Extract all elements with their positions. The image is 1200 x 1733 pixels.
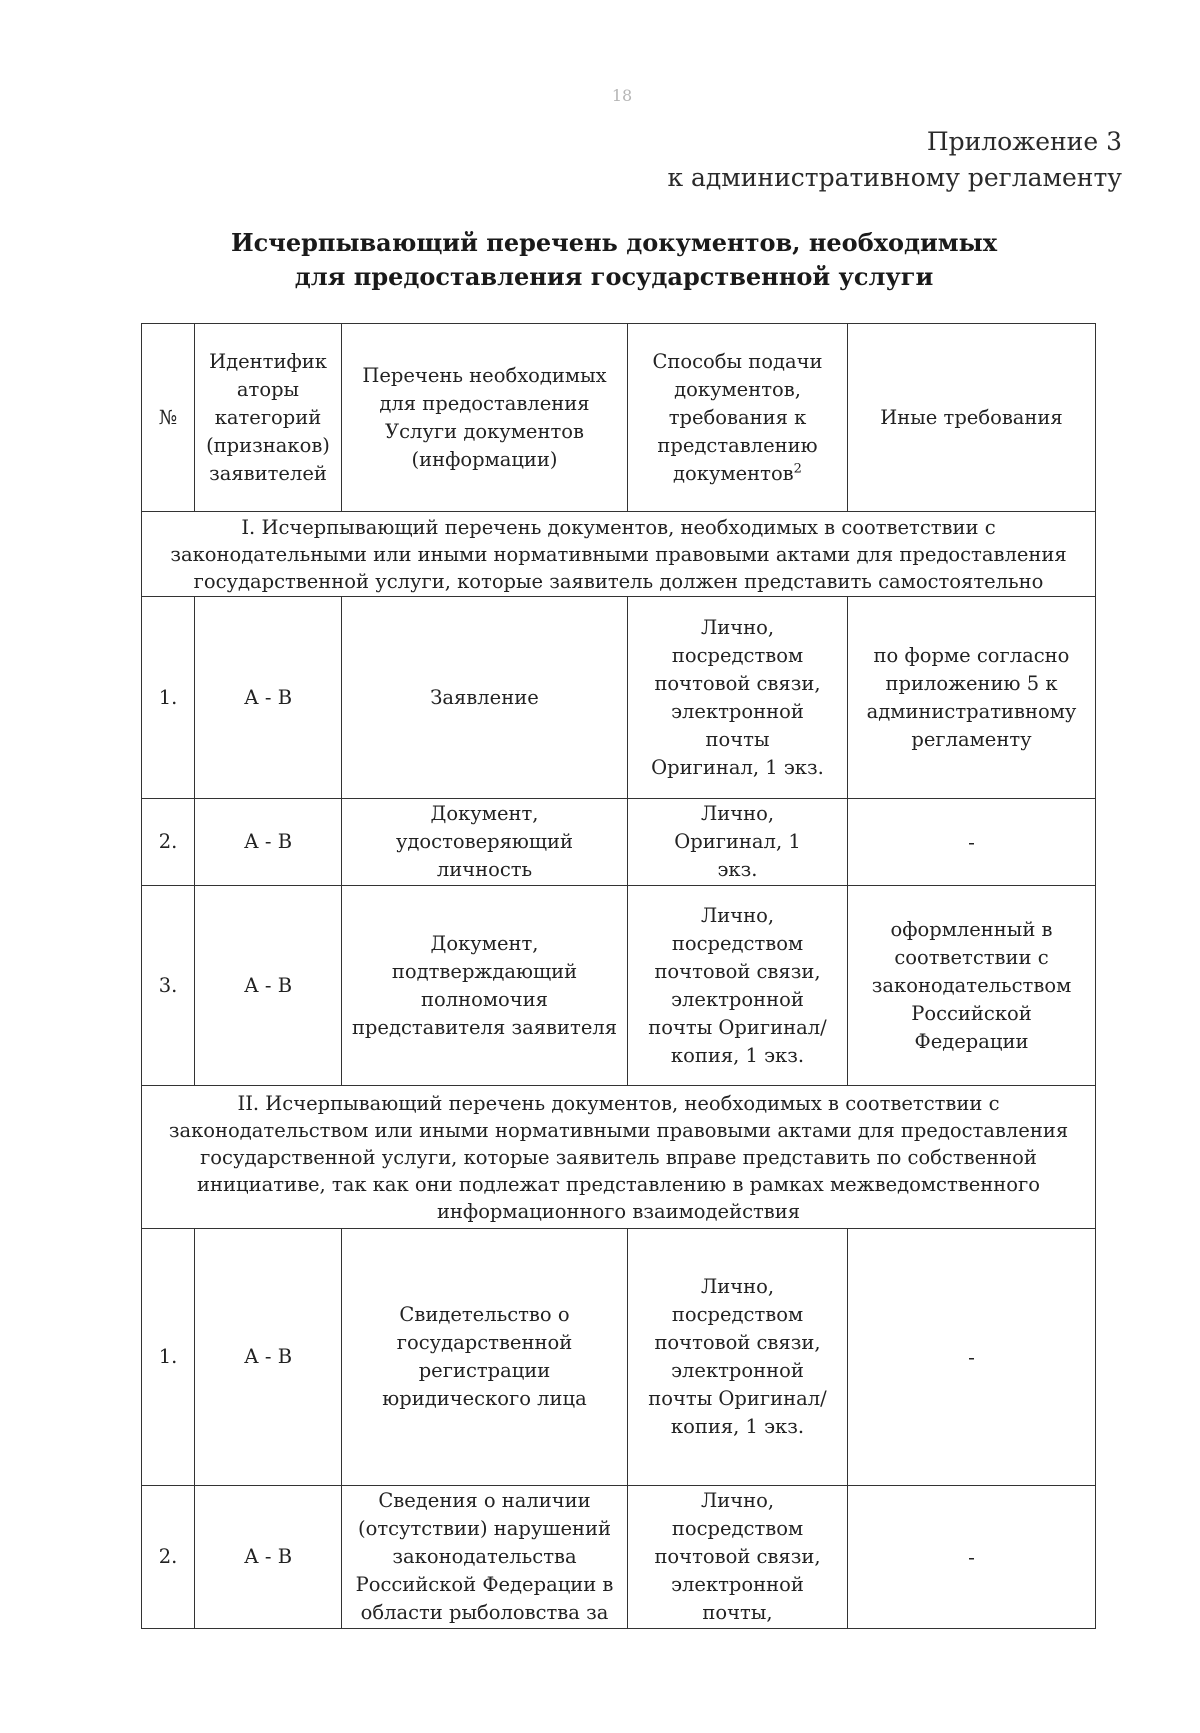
row-document: Свидетельство о государственной регистрации юридического лица (342, 1229, 628, 1486)
document-title (120, 226, 1108, 294)
title-line-1: Исчерпывающий перечень документов, необходимых (230, 228, 998, 257)
row-document: Документ, подтверждающий полномочия представителя заявителя (342, 886, 628, 1086)
header-methods (628, 324, 848, 512)
row-method: Лично, посредством почтовой связи, электронной почты, (628, 1486, 848, 1629)
page-number: 18 (611, 86, 633, 105)
row-category: А - В (195, 1486, 342, 1629)
table-row (142, 1229, 1096, 1486)
table-row (142, 597, 1096, 799)
section-row (142, 1086, 1096, 1229)
row-other: - (848, 1229, 1096, 1486)
row-number: 2. (142, 1486, 195, 1629)
appendix-line-2: к административному регламенту (667, 163, 1122, 192)
header-documents: Перечень необходимых для предоставления Услуги документов (информации) (342, 324, 628, 512)
header-other: Иные требования (848, 324, 1096, 512)
header-number: № (142, 324, 195, 512)
footnote-marker: 2 (793, 461, 802, 476)
row-category: А - В (195, 886, 342, 1086)
row-number: 1. (142, 1229, 195, 1486)
row-other: оформленный в соответствии с законодательством Российской Федерации (848, 886, 1096, 1086)
section-2-title: II. Исчерпывающий перечень документов, необходимых в соответствии с законодательством или иными нормативными правовыми актами для предоставления государственной услуги, которые заявитель вправе представить по собственной инициативе, так как они подлежат представлению в рамках межведомственного информационного взаимодействия (142, 1086, 1096, 1229)
section-row (142, 512, 1096, 597)
appendix-line-1: Приложение 3 (926, 127, 1122, 156)
row-method: Лично, посредством почтовой связи, электронной почты Оригинал, 1 экз. (628, 597, 848, 799)
row-other: - (848, 1486, 1096, 1629)
row-number: 1. (142, 597, 195, 799)
table-header-row (142, 324, 1096, 512)
appendix-heading (667, 124, 1122, 196)
row-document: Документ, удостоверяющий личность (342, 799, 628, 886)
row-other: по форме согласно приложению 5 к административному регламенту (848, 597, 1096, 799)
row-other: - (848, 799, 1096, 886)
table-row (142, 886, 1096, 1086)
row-category: А - В (195, 799, 342, 886)
row-number: 2. (142, 799, 195, 886)
row-method: Лично, посредством почтовой связи, электронной почты Оригинал/копия, 1 экз. (628, 886, 848, 1086)
row-method: Лично, Оригинал, 1 экз. (628, 799, 848, 886)
documents-table (141, 323, 1096, 1629)
table-row (142, 1486, 1096, 1629)
row-document: Заявление (342, 597, 628, 799)
row-category: А - В (195, 1229, 342, 1486)
row-category: А - В (195, 597, 342, 799)
title-line-2: для предоставления государственной услуги (294, 262, 934, 291)
header-methods-text: Способы подачи документов, требования к представлению документов (652, 349, 823, 485)
table-row (142, 799, 1096, 886)
header-identifiers: Идентифик аторы категорий (признаков) заявителей (195, 324, 342, 512)
section-1-title: I. Исчерпывающий перечень документов, необходимых в соответствии с законодательными или иными нормативными правовыми актами для предоставления государственной услуги, которые заявитель должен представить самостоятельно (142, 512, 1096, 597)
row-number: 3. (142, 886, 195, 1086)
row-method: Лично, посредством почтовой связи, электронной почты Оригинал/копия, 1 экз. (628, 1229, 848, 1486)
row-document: Сведения о наличии (отсутствии) нарушений законодательства Российской Федерации в области рыболовства за (342, 1486, 628, 1629)
